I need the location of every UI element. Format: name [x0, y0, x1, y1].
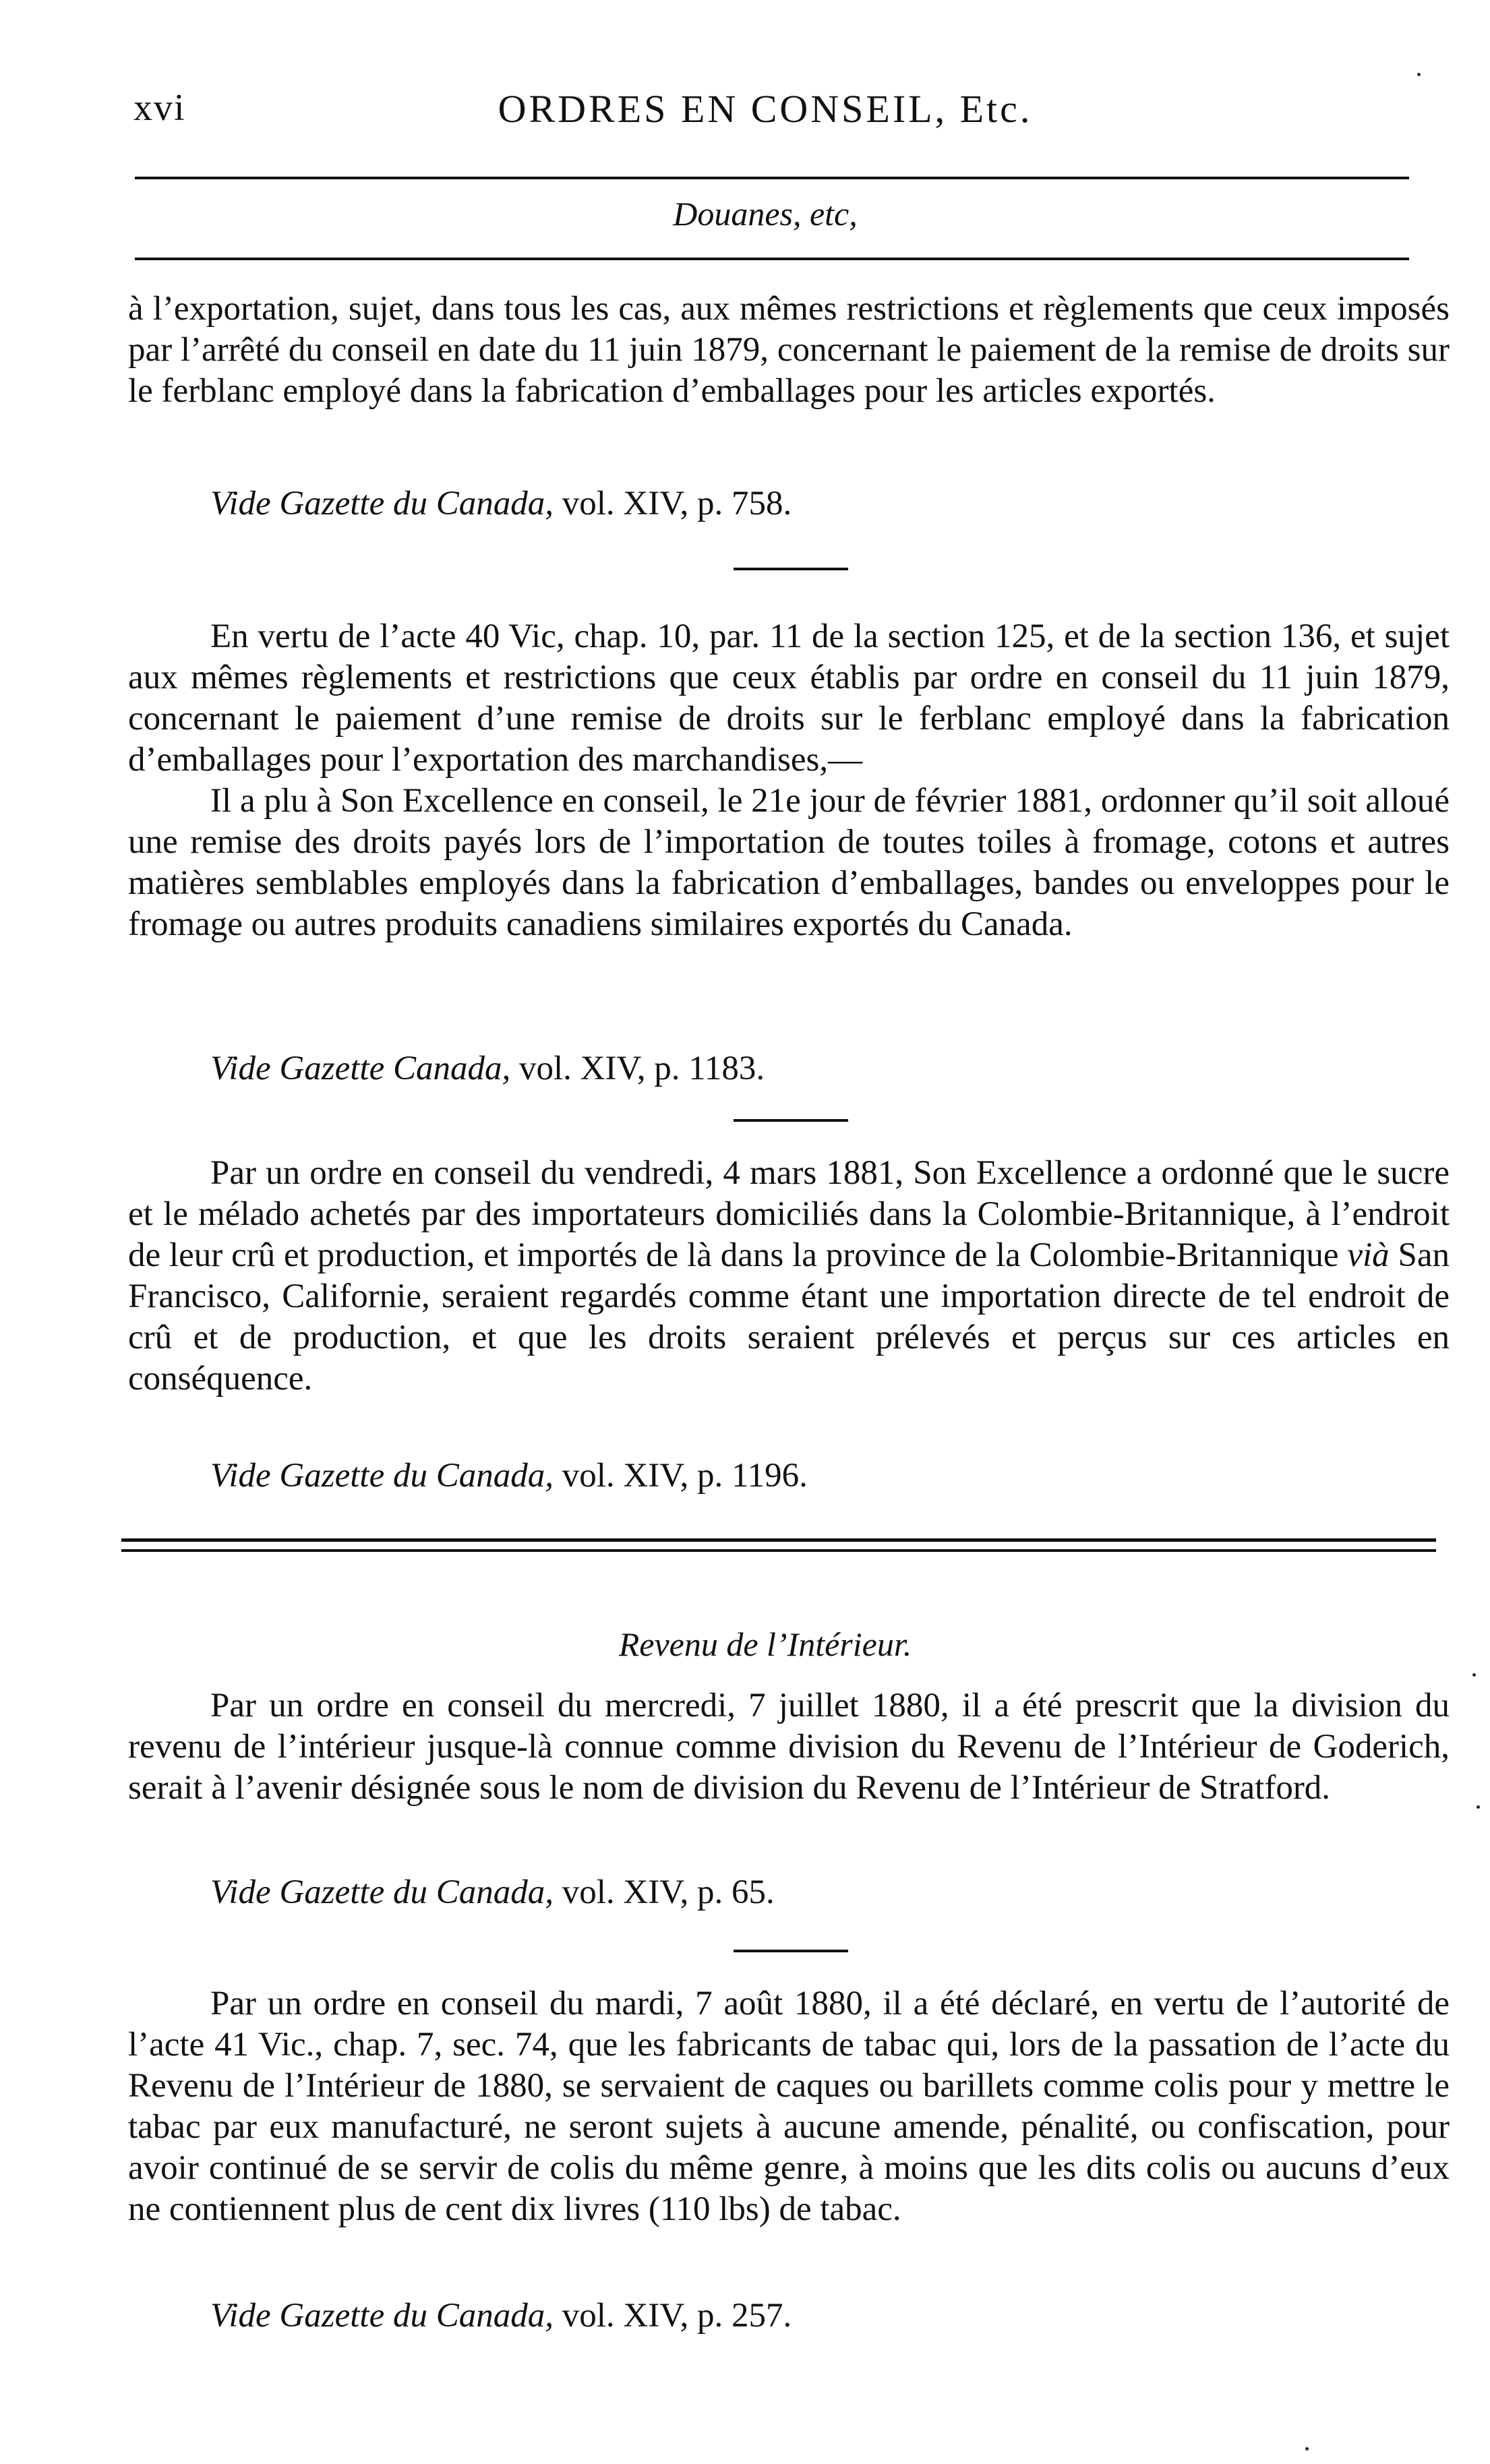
section-title-douanes: Douanes, etc, — [673, 195, 858, 233]
citation-4 — [210, 1873, 775, 1912]
citation-ref: vol. XIV, p. 65. — [553, 1873, 775, 1911]
scan-speck — [1477, 1805, 1480, 1809]
citation-ref: vol. XIV, p. 1183. — [510, 1050, 765, 1087]
paragraph-intro: En vertu de l’acte 40 Vic, chap. 10, par. 11 de la section 125, et de la section 136, et sujet aux mêmes règlements et restrictions que ceux établis par ordre en conseil du 11 juin 1879, concernant le paiement d’une remise de droits sur le ferblanc employé dans la fabrication d’emballages pour l’exportation des marchandises,— — [128, 618, 1450, 779]
double-rule-top — [121, 1538, 1436, 1542]
scan-speck — [1472, 1673, 1476, 1677]
header-rule — [135, 177, 1409, 179]
separator-rule — [734, 568, 848, 570]
citation-ref: vol. XIV, p. 758. — [553, 485, 792, 522]
text-part: Par un ordre en conseil du vendredi, 4 mars 1881, Son Excellence a ordonné que le sucre et le mélado achetés par des importateurs domiciliés dans la Colombie-Britannique, à l’endroit de leur crû et production, et importés de là dans la province de la Colombie-Britannique — [128, 1154, 1450, 1274]
citation-source: Vide Gazette du Canada, — [210, 1873, 554, 1911]
page-header — [121, 86, 1409, 140]
paragraph-7-aout — [128, 1983, 1450, 2230]
paragraph-7-juillet — [128, 1685, 1450, 1809]
citation-3 — [210, 1456, 808, 1495]
paragraph-text: à l’exportation, sujet, dans tous les cas, aux mêmes restrictions et règlements que ceux imposés par l’arrêté du conseil en date du 11 juin 1879, concernant le paiement de la remise de droits sur le ferblanc employé dans la fabrication d’emballages pour les articles exportés. — [128, 290, 1450, 410]
citation-2 — [210, 1049, 765, 1088]
scan-speck — [1305, 2447, 1309, 2451]
section-title-revenu: Revenu de l’Intérieur. — [618, 1625, 912, 1663]
paragraph-exportation — [128, 289, 1450, 412]
citation-source: Vide Gazette du Canada, — [210, 485, 554, 522]
citation-ref: vol. XIV, p. 257. — [553, 2297, 792, 2335]
citation-source: Vide Gazette Canada, — [210, 1050, 511, 1087]
text-part: San Francisco, Californie, seraient regardés comme étant une importation directe de tel endroit de crû et de production, et que les droits seraient prélevés et perçus sur ces articles en conséquence. — [128, 1236, 1450, 1398]
citation-source: Vide Gazette du Canada, — [210, 1457, 554, 1495]
via-word: vià — [1347, 1236, 1390, 1274]
separator-rule — [734, 1119, 848, 1122]
citation-1 — [210, 484, 792, 523]
citation-source: Vide Gazette du Canada, — [210, 2297, 554, 2335]
scan-speck — [1417, 73, 1421, 76]
running-title: ORDRES EN CONSEIL, Etc. — [498, 87, 1033, 131]
separator-rule — [734, 1950, 848, 1952]
paragraph-text — [128, 1153, 1450, 1400]
paragraph-text: Par un ordre en conseil du mardi, 7 août 1880, il a été déclaré, en vertu de l’autorité de l’acte 41 Vic., chap. 7, sec. 74, que les fabricants de tabac qui, lors de la passation de l’acte du Revenu de l’Intérieur de 1880, se servaient de caques ou barillets comme colis pour y mettre le tabac par eux manufacturé, ne seront sujets à aucune amende, pénalité, ou confiscation, pour avoir continué de se servir de colis du même genre, à moins que les dits colis ou aucuns d’eux ne contiennent plus de cent dix livres (110 lbs) de tabac. — [128, 1985, 1450, 2228]
paragraph-en-vertu — [128, 616, 1450, 945]
citation-5 — [210, 2296, 792, 2335]
double-rule-bottom — [121, 1549, 1436, 1552]
citation-ref: vol. XIV, p. 1196. — [553, 1457, 808, 1495]
page-number: xvi — [133, 87, 186, 129]
paragraph-text: Par un ordre en conseil du mercredi, 7 juillet 1880, il a été prescrit que la division du revenu de l’intérieur jusque-là connue comme division du Revenu de l’Intérieur de Goderich, serait à l’avenir désignée sous le nom de division du Revenu de l’Intérieur de Stratford. — [128, 1687, 1450, 1807]
paragraph-text: Il a plu à Son Excellence en conseil, le 21e jour de février 1881, ordonner qu’il soit alloué une remise des droits payés lors de l’importation de toutes toiles à fromage, cotons et autres matières semblables employés dans la fabrication d’emballages, bandes ou enveloppes pour le fromage ou autres produits canadiens similaires exportés du Canada. — [128, 782, 1450, 943]
paragraph-4-mars — [128, 1153, 1450, 1400]
section-rule — [135, 258, 1409, 260]
